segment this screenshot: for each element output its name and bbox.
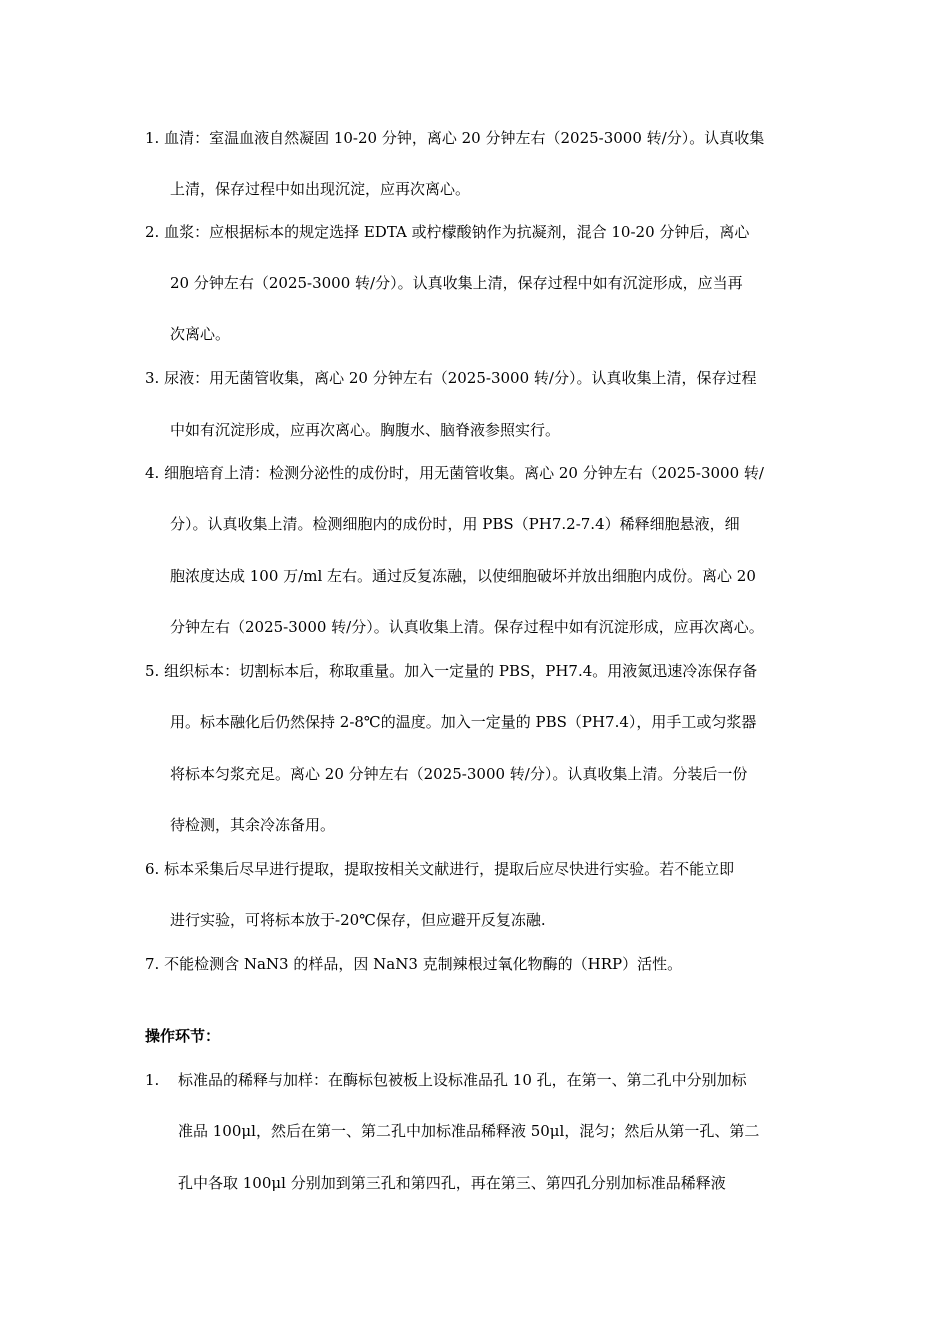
note-5-line-4: 待检测，其余冷冻备用。 [170, 816, 336, 834]
note-6-line-2: 进行实验，可将标本放于-20℃保存，但应避开反复冻融. [170, 911, 546, 929]
note-5-line-3: 将标本匀浆充足。离心 20 分钟左右（2025-3000 转/分）。认真收集上清。分装后一份 [170, 765, 748, 783]
step-1-line-2: 准品 100μl，然后在第一、第二孔中加标准品稀释液 50μl，混匀；然后从第一孔、第二 [178, 1122, 760, 1140]
note-6-line-1: 6. 标本采集后尽早进行提取，提取按相关文献进行，提取后应尽快进行实验。若不能立即 [145, 860, 735, 878]
note-3-line-1: 3. 尿液：用无菌管收集，离心 20 分钟左右（2025-3000 转/分）。认真收集上清，保存过程 [145, 369, 757, 387]
step-1-number: 1. [145, 1071, 160, 1089]
note-4-line-3: 胞浓度达成 100 万/ml 左右。通过反复冻融，以使细胞破坏并放出细胞内成份。离心 20 [170, 567, 756, 585]
note-2-line-2: 20 分钟左右（2025-3000 转/分）。认真收集上清，保存过程中如有沉淀形成，应当再 [170, 274, 743, 292]
note-5-line-2: 用。标本融化后仍然保持 2-8℃的温度。加入一定量的 PBS（PH7.4），用手工或匀浆器 [170, 713, 757, 731]
note-2-line-1: 2. 血浆：应根据标本的规定选择 EDTA 或柠檬酸钠作为抗凝剂，混合 10-20 分钟后，离心 [145, 223, 750, 241]
note-5-line-1: 5. 组织标本：切割标本后，称取重量。加入一定量的 PBS，PH7.4。用液氮迅速冷冻保存备 [145, 662, 758, 680]
note-7-line-1: 7. 不能检测含 NaN3 的样品，因 NaN3 克制辣根过氧化物酶的（HRP）活性。 [145, 955, 683, 973]
section-title: 操作环节： [145, 1027, 221, 1045]
note-2-line-3: 次离心。 [170, 325, 231, 343]
note-1-line-1: 1. 血清：室温血液自然凝固 10-20 分钟，离心 20 分钟左右（2025-3000 转/分）。认真收集 [145, 129, 765, 147]
step-1-line-1: 标准品的稀释与加样：在酶标包被板上设标准品孔 10 孔，在第一、第二孔中分别加标 [178, 1071, 747, 1089]
note-1-line-2: 上清，保存过程中如出现沉淀，应再次离心。 [170, 180, 471, 198]
note-4-line-1: 4. 细胞培育上清：检测分泌性的成份时，用无菌管收集。离心 20 分钟左右（2025-3000 转/ [145, 464, 764, 482]
step-1-line-3: 孔中各取 100μl 分别加到第三孔和第四孔，再在第三、第四孔分别加标准品稀释液 [178, 1174, 726, 1192]
note-3-line-2: 中如有沉淀形成，应再次离心。胸腹水、脑脊液参照实行。 [170, 421, 561, 439]
note-4-line-4: 分钟左右（2025-3000 转/分）。认真收集上清。保存过程中如有沉淀形成，应再次离心。 [170, 618, 764, 636]
note-4-line-2: 分）。认真收集上清。检测细胞内的成份时，用 PBS（PH7.2-7.4）稀释细胞悬液，细 [170, 515, 740, 533]
